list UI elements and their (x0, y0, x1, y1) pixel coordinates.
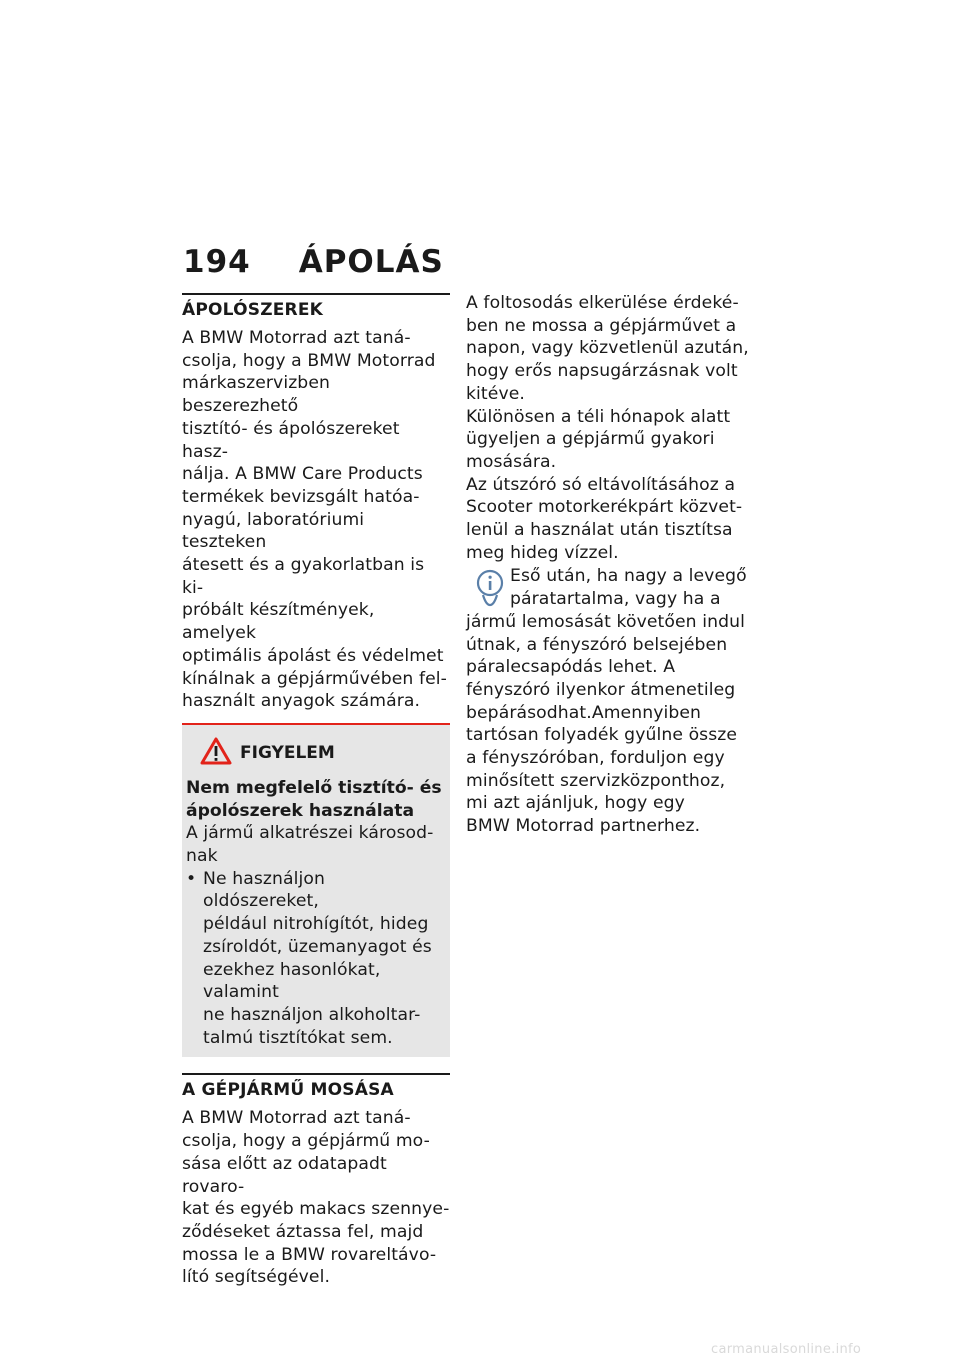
warning-box (182, 723, 450, 1057)
chapter-title: ÁPOLÁS (298, 244, 444, 280)
warning-bullet-item (186, 868, 444, 1050)
care-products-text: A BMW Motorrad azt taná- csolja, hogy a BMW Motorrad márkaszervizben beszerezhető tisztító- és ápolószereket hasz- nálja. A BMW Care Products termékek bevizsgált hatóa- nyagú, laboratóriumi teszteken átesett és a gyakorlatban is ki- próbált készítmények, amelyek optimális ápolást és védelmet kínálnak a gépjárművében fel- használt anyagok számára. (182, 328, 447, 712)
footer-watermark: carmanualsonline.info (711, 1342, 862, 1357)
info-text-rest: jármű lemosását követően indul útnak, a fényszóró belsejében páralecsapódás lehet. A fényszóró ilyenkor átmenetileg bepárásodhat.Amennyiben tartósan folyadék gyűlne össze a fényszóróban, forduljon egy minősített szervizközponthoz, mi azt ajánljuk, hogy egy BMW Motorrad partnerhez. (466, 611, 745, 837)
info-icon (476, 569, 504, 611)
page-number: 194 (183, 244, 251, 280)
info-note (466, 565, 750, 837)
page-header (183, 244, 444, 280)
right-column (466, 292, 750, 838)
warning-bullet-text: Ne használjon oldószereket, például nitrohígítót, hideg zsíroldót, üzemanyagot és ezekhez hasonlókat, valamint ne használjon alkoholtar- talmú tisztítókat sem. (203, 868, 432, 1048)
warning-header (186, 737, 444, 769)
washing-continued-text: A foltosodás elkerülése érdeké- ben ne mossa a gépjárművet a napon, vagy közvetlenül azután, hogy erős napsugárzásnak volt kitéve. Különösen a téli hónapok alatt ügyeljen a gépjármű gyakori mosására. Az útszóró só eltávolításához a Scooter motorkerékpárt közvet- lenül a használat után tisztítsa meg hideg vízzel. (466, 293, 749, 563)
warning-triangle-icon (200, 737, 232, 769)
left-column (182, 293, 450, 1289)
bullet-mark: • (186, 868, 197, 889)
washing-title: A GÉPJÁRMŰ MOSÁSA (182, 1080, 394, 1101)
warning-rule (182, 723, 450, 725)
warning-text: A jármű alkatrészei károsod- nak (186, 823, 434, 867)
washing-section (182, 1073, 450, 1289)
info-text-first: Eső után, ha nagy a levegő páratartalma, vagy ha a (510, 566, 747, 610)
section-rule (182, 1073, 450, 1075)
section-rule (182, 293, 450, 295)
warning-subtitle: Nem megfelelő tisztító- és ápolószerek használata (186, 777, 442, 821)
care-products-title: ÁPOLÓSZEREK (182, 300, 324, 320)
washing-text: A BMW Motorrad azt taná- csolja, hogy a gépjármű mo- sása előtt az odatapadt rovaro- kat és egyéb makacs szennye- ződéseket áztassa fel, majd mossa le a BMW rovareltávo- lító segítségével. (182, 1108, 450, 1288)
warning-label: FIGYELEM (240, 742, 335, 763)
